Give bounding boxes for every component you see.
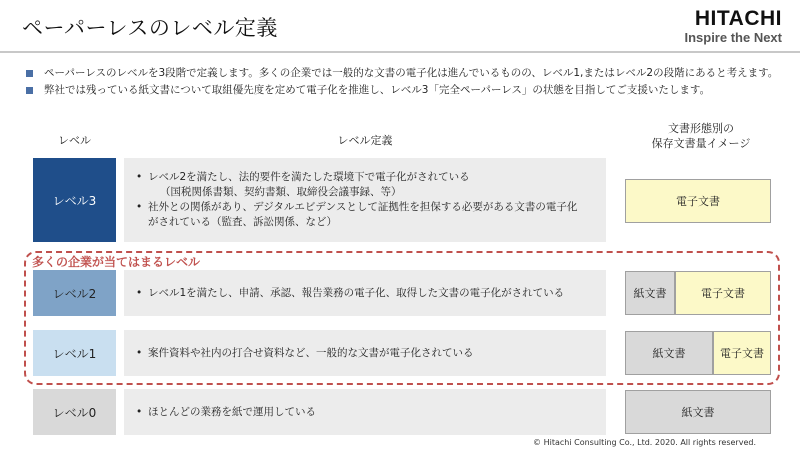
column-header-definition: レベル定義 — [337, 134, 393, 147]
intro-bullets — [24, 66, 784, 100]
storage-electronic: 電子文書 — [675, 271, 771, 315]
definition-text: 社外との関係があり、デジタルエビデンスとして証拠性を担保する必要がある文書の電子化 — [148, 201, 578, 213]
definition-bullet: • レベル1を満たし、申請、承認、報告業務の電子化、取得した文書の電子化がされている — [136, 286, 565, 299]
intro-bullet — [24, 83, 784, 98]
level-3-definition — [124, 158, 606, 242]
definition-bullet: • ほとんどの業務を紙で運用している — [136, 405, 316, 418]
storage-paper: 紙文書 — [625, 331, 713, 375]
copyright-notice: © Hitachi Consulting Co., Ltd. 2020. All rights reserved. — [533, 438, 756, 447]
logo-wordmark: HITACHI — [694, 7, 782, 30]
storage-electronic: 電子文書 — [625, 179, 771, 223]
common-levels-label: 多くの企業が当てはまるレベル — [32, 255, 201, 269]
definition-subtext: （国税関係書類、契約書類、取締役会議事録、等） — [160, 186, 402, 198]
storage-paper: 紙文書 — [625, 271, 675, 315]
storage-paper: 紙文書 — [625, 390, 771, 434]
definition-bullet: • レベル2を満たし、法的要件を満たした環境下で電子化がされている — [136, 171, 470, 183]
square-bullet-icon — [26, 87, 33, 94]
level-0-box: レベル0 — [33, 389, 116, 435]
definition-subtext: がされている（監査、訴訟関係、など） — [148, 216, 337, 228]
definition-bullet: • 案件資料や社内の打合せ資料など、一般的な文書が電子化されている — [136, 346, 474, 359]
definition-bullet: • 社外との関係があり、デジタルエビデンスとして証拠性を担保する必要がある文書の電子化 — [136, 201, 578, 213]
intro-bullet-text: 弊社では残っている紙文書について取組優先度を定めて電子化を推進し、レベル3「完全ペーパーレス」の状態を目指してご支援いたします。 — [44, 84, 711, 96]
column-header-storage-line1: 文書形態別の — [668, 122, 734, 135]
definition-text: ほとんどの業務を紙で運用している — [148, 405, 316, 418]
title-divider — [0, 51, 800, 53]
level-1-box: レベル1 — [33, 330, 116, 376]
page-title: ペーパーレスのレベル定義 — [22, 16, 278, 40]
square-bullet-icon — [26, 70, 33, 77]
hitachi-logo — [684, 8, 782, 45]
logo-tagline: Inspire the Next — [684, 30, 782, 45]
definition-text: レベル1を満たし、申請、承認、報告業務の電子化、取得した文書の電子化がされている — [148, 286, 565, 299]
column-header-storage — [616, 121, 786, 151]
level-2-definition — [124, 270, 606, 316]
level-2-box: レベル2 — [33, 270, 116, 316]
intro-bullet — [24, 66, 784, 81]
definition-text: レベル2を満たし、法的要件を満たした環境下で電子化がされている — [148, 171, 470, 183]
level-0-definition — [124, 389, 606, 435]
column-header-storage-line2: 保存文書量イメージ — [651, 137, 751, 150]
definition-text: 案件資料や社内の打合せ資料など、一般的な文書が電子化されている — [148, 346, 474, 359]
level-1-definition — [124, 330, 606, 376]
intro-bullet-text: ペーパーレスのレベルを3段階で定義します。多くの企業では一般的な文書の電子化は進んでいるものの、レベル1,またはレベル2の段階にあると考えます。 — [44, 67, 779, 79]
column-header-level: レベル — [58, 134, 91, 147]
storage-electronic: 電子文書 — [713, 331, 771, 375]
level-3-box: レベル3 — [33, 158, 116, 242]
